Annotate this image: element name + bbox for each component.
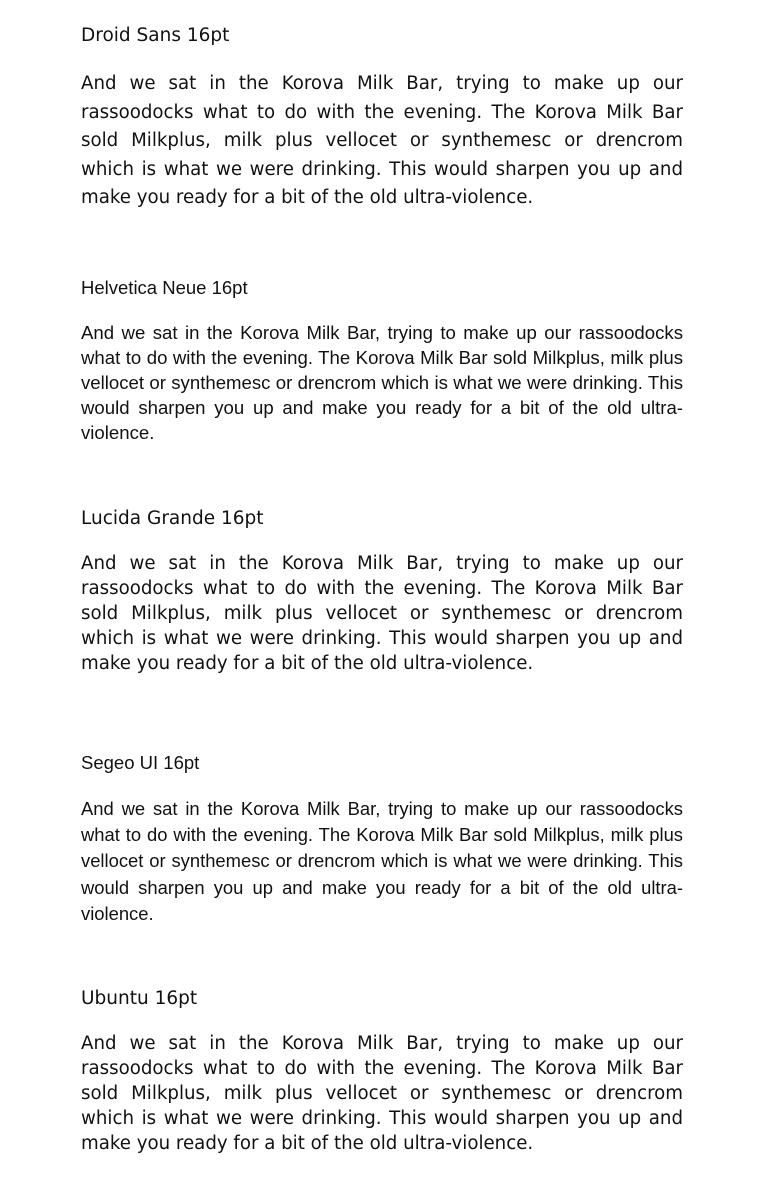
- font-sample-heading: Ubuntu 16pt: [81, 988, 198, 1009]
- font-sample-heading: Helvetica Neue 16pt: [81, 277, 248, 298]
- font-sample-lucida-grande: [81, 507, 683, 674]
- font-sample-droid-sans: [81, 24, 683, 209]
- font-sample-heading: Segeo UI 16pt: [81, 752, 200, 773]
- font-sample-paragraph: And we sat in the Korova Milk Bar, trying to make up our rassoodocks what to do with the evening. The Korova Milk Bar sold Milkplus, milk plus vellocet or synthemesc or drencrom which is what we were drinking. This would sharpen you up and make you ready for a bit of the old ultra-violence.: [81, 1033, 683, 1154]
- font-sample-segoe-ui: [81, 751, 683, 924]
- font-sample-helvetica-neue: [81, 276, 683, 443]
- font-sample-paragraph: And we sat in the Korova Milk Bar, trying to make up our rassoodocks what to do with the evening. The Korova Milk Bar sold Milkplus, milk plus vellocet or synthemesc or drencrom which is what we were drinking. This would sharpen you up and make you ready for a bit of the old ultra-violence.: [81, 73, 683, 209]
- font-sample-ubuntu: [81, 987, 683, 1154]
- font-sample-heading: Droid Sans 16pt: [81, 25, 230, 46]
- font-sample-paragraph: And we sat in the Korova Milk Bar, trying to make up our rassoodocks what to do with the evening. The Korova Milk Bar sold Milkplus, milk plus vellocet or synthemesc or drencrom which is what we were drinking. This would sharpen you up and make you ready for a bit of the old ultra-violence.: [81, 322, 683, 443]
- font-sample-paragraph: And we sat in the Korova Milk Bar, trying to make up our rassoodocks what to do with the evening. The Korova Milk Bar sold Milkplus, milk plus vellocet or synthemesc or drencrom which is what we were drinking. This would sharpen you up and make you ready for a bit of the old ultra-violence.: [81, 798, 683, 924]
- font-sample-heading: Lucida Grande 16pt: [81, 508, 264, 529]
- font-sample-paragraph: And we sat in the Korova Milk Bar, trying to make up our rassoodocks what to do with the evening. The Korova Milk Bar sold Milkplus, milk plus vellocet or synthemesc or drencrom which is what we were drinking. This would sharpen you up and make you ready for a bit of the old ultra-violence.: [81, 553, 683, 674]
